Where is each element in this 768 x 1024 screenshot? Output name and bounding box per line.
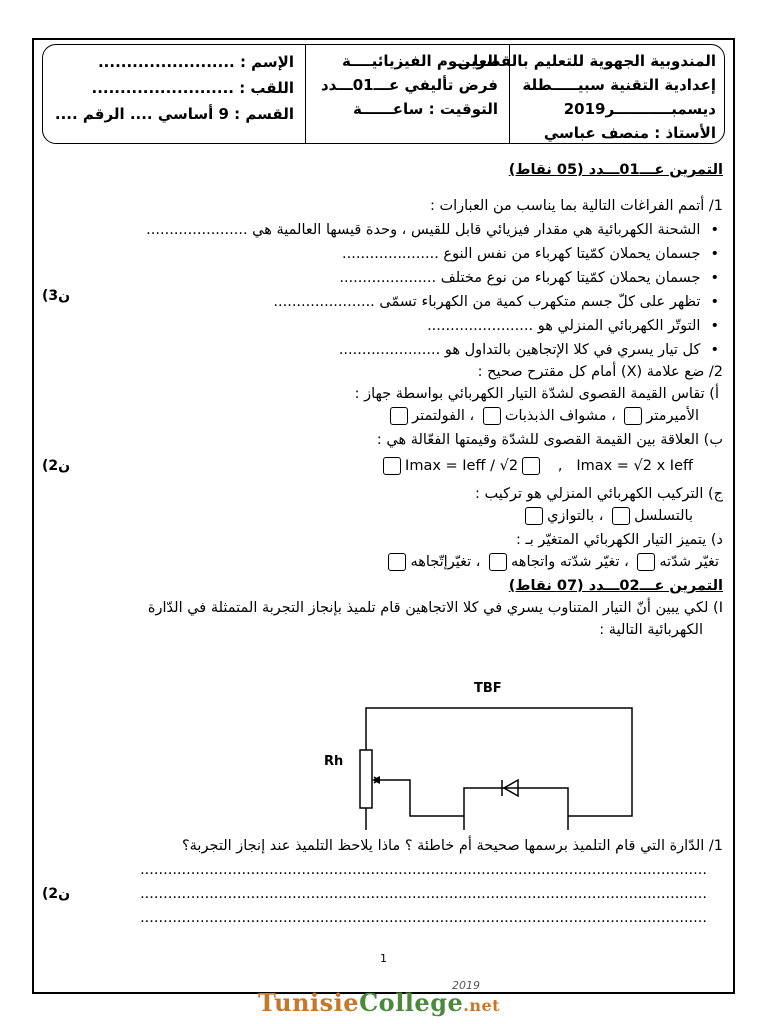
- question-1-prompt: 1/ أتمم الفراغات التالية بما يناسب من العبارات :: [429, 198, 723, 214]
- score-badge: (3ن: [42, 288, 71, 304]
- teacher-name: الأستاذ : منصف عباسي: [543, 124, 716, 142]
- question-2-prompt: 2/ ضع علامة (X) أمام كل مقترح صحيح :: [477, 364, 723, 380]
- option-label: تغيّر شدّته: [659, 554, 719, 570]
- checkbox[interactable]: [525, 507, 543, 525]
- watermark-logo: TunisieCollege.net: [258, 988, 501, 1017]
- answer-line[interactable]: ...........................................................................................................................: [140, 910, 707, 926]
- question-c: ج) التركيب الكهربائي المنزلي هو تركيب :: [474, 486, 723, 502]
- checkbox[interactable]: [637, 553, 655, 571]
- exam-date: ديسمبـــــــــــر2019: [563, 100, 716, 118]
- student-class-field[interactable]: القسم : 9 أساسي .... الرقم ....: [54, 105, 294, 123]
- option-label: الأميرمتر: [646, 408, 699, 424]
- exercise-2-question-1: 1/ الدّارة التي قام التلميذ برسمها صحيحة أم خاطئة ؟ ماذا يلاحظ التلميذ عند إنجاز التجربة؟: [181, 838, 723, 854]
- checkbox[interactable]: [388, 553, 406, 571]
- answer-line[interactable]: ...........................................................................................................................: [140, 862, 707, 878]
- formula-option: Imax = √2 x Ieff: [576, 458, 693, 474]
- option-label: مشواف الذبذبات: [504, 408, 607, 424]
- student-block: [55, 49, 294, 127]
- rheostat: [360, 750, 372, 808]
- circuit-wire: [464, 788, 568, 816]
- institution-line: إعدادية التقنية سبيـــــطلة: [522, 76, 716, 94]
- fill-item[interactable]: • جسمان يحملان كمّيتا كهرباء من نوع مختلف .....................: [339, 268, 719, 288]
- question-b: ب) العلاقة بين القيمة القصوى للشدّة وقيمتها الفعّالة هي :: [376, 432, 723, 448]
- fill-item[interactable]: • التوتّر الكهربائي المنزلي هو .......................: [427, 316, 719, 336]
- student-surname-field[interactable]: اللقب : .........................: [91, 79, 294, 97]
- subject-block: [321, 49, 498, 121]
- circuit-wire: [378, 780, 464, 816]
- question-a: أ) تقاس القيمة القصوى لشدّة التيار الكهربائي بواسطة جهاز :: [354, 386, 719, 402]
- checkbox[interactable]: [489, 553, 507, 571]
- exercise-2-intro: I) لكي يبين أنّ التيار المتناوب يسري في كلا الاتجاهين قام تلميذ بإنجاز التجربة المتمثلة في الدّارة: [147, 600, 723, 616]
- checkbox[interactable]: [390, 407, 408, 425]
- exercise-2-intro: الكهربائية التالية :: [599, 622, 703, 638]
- exam-duration: التوقيت : ساعــــــة: [352, 100, 498, 118]
- rh-label: Rh: [324, 754, 344, 769]
- options-b: Imax = Ieff / √2 , Imax = √2 x Ieff: [379, 456, 693, 476]
- circuit-wire: [464, 816, 568, 830]
- circuit-wire: [366, 708, 632, 816]
- formula-option: Imax = Ieff / √2: [405, 458, 519, 474]
- fill-item[interactable]: • الشحنة الكهربائية هي مقدار فيزيائي قابل للقيس ، وحدة قيسها العالمية هي ......................: [146, 220, 719, 240]
- fill-item[interactable]: • جسمان يحملان كمّيتا كهرباء من نفس النوع .....................: [342, 244, 719, 264]
- watermark-year: 2019: [452, 979, 480, 992]
- option-label: تغيّرإتّجاهه: [410, 554, 472, 570]
- score-badge: (2ن: [42, 458, 71, 474]
- exam-header: [42, 44, 725, 144]
- exam-type: فرض تأليفي عـــ01ـــدد: [320, 76, 498, 94]
- options-d: تغيّر شدّته ، تغيّر شدّته واتجاهه ، تغيّرإتّجاهه: [384, 552, 719, 572]
- option-label: بالتسلسل: [634, 508, 693, 524]
- student-name-field[interactable]: الإسم : ........................: [97, 53, 294, 71]
- page-number: 1: [380, 952, 387, 965]
- option-label: بالتوازي: [547, 508, 595, 524]
- option-label: الفولتمتر: [412, 408, 465, 424]
- circuit-diagram: [314, 680, 644, 830]
- subject-title: العلـــوم الفيزيائيــــة: [341, 52, 498, 70]
- score-badge: (2ن: [42, 886, 71, 902]
- options-c: بالتسلسل ، بالتوازي: [521, 506, 693, 526]
- rheostat-arrow: [372, 776, 380, 784]
- answer-line[interactable]: ...........................................................................................................................: [140, 886, 707, 902]
- checkbox[interactable]: [522, 457, 540, 475]
- fill-item[interactable]: • كل تيار يسري في كلا الإتجاهين بالتداول هو ......................: [339, 340, 719, 360]
- checkbox[interactable]: [383, 457, 401, 475]
- exercise-2-title: التمرين عـــ02ـــدد (07 نقاط): [508, 578, 723, 594]
- exercise-1-title: التمرين عـــ01ـــدد (05 نقاط): [508, 162, 723, 178]
- option-label: تغيّر شدّته واتجاهه: [511, 554, 620, 570]
- question-d: د) يتميز التيار الكهربائي المتغيّر بـ :: [515, 532, 723, 548]
- options-a: الأميرمتر ، مشواف الذبذبات ، الفولتمتر: [386, 406, 699, 426]
- header-divider: [305, 45, 306, 143]
- checkbox[interactable]: [483, 407, 501, 425]
- checkbox[interactable]: [624, 407, 642, 425]
- institution-line: المندوبية الجهوية للتعليم بالقصرين: [457, 52, 716, 70]
- checkbox[interactable]: [612, 507, 630, 525]
- fill-item[interactable]: • تظهر على كلّ جسم متكهرب كمية من الكهرباء تسمّى ......................: [273, 292, 719, 312]
- exam-page: [32, 38, 735, 994]
- header-divider: [509, 45, 510, 143]
- tbf-label: TBF: [474, 681, 502, 696]
